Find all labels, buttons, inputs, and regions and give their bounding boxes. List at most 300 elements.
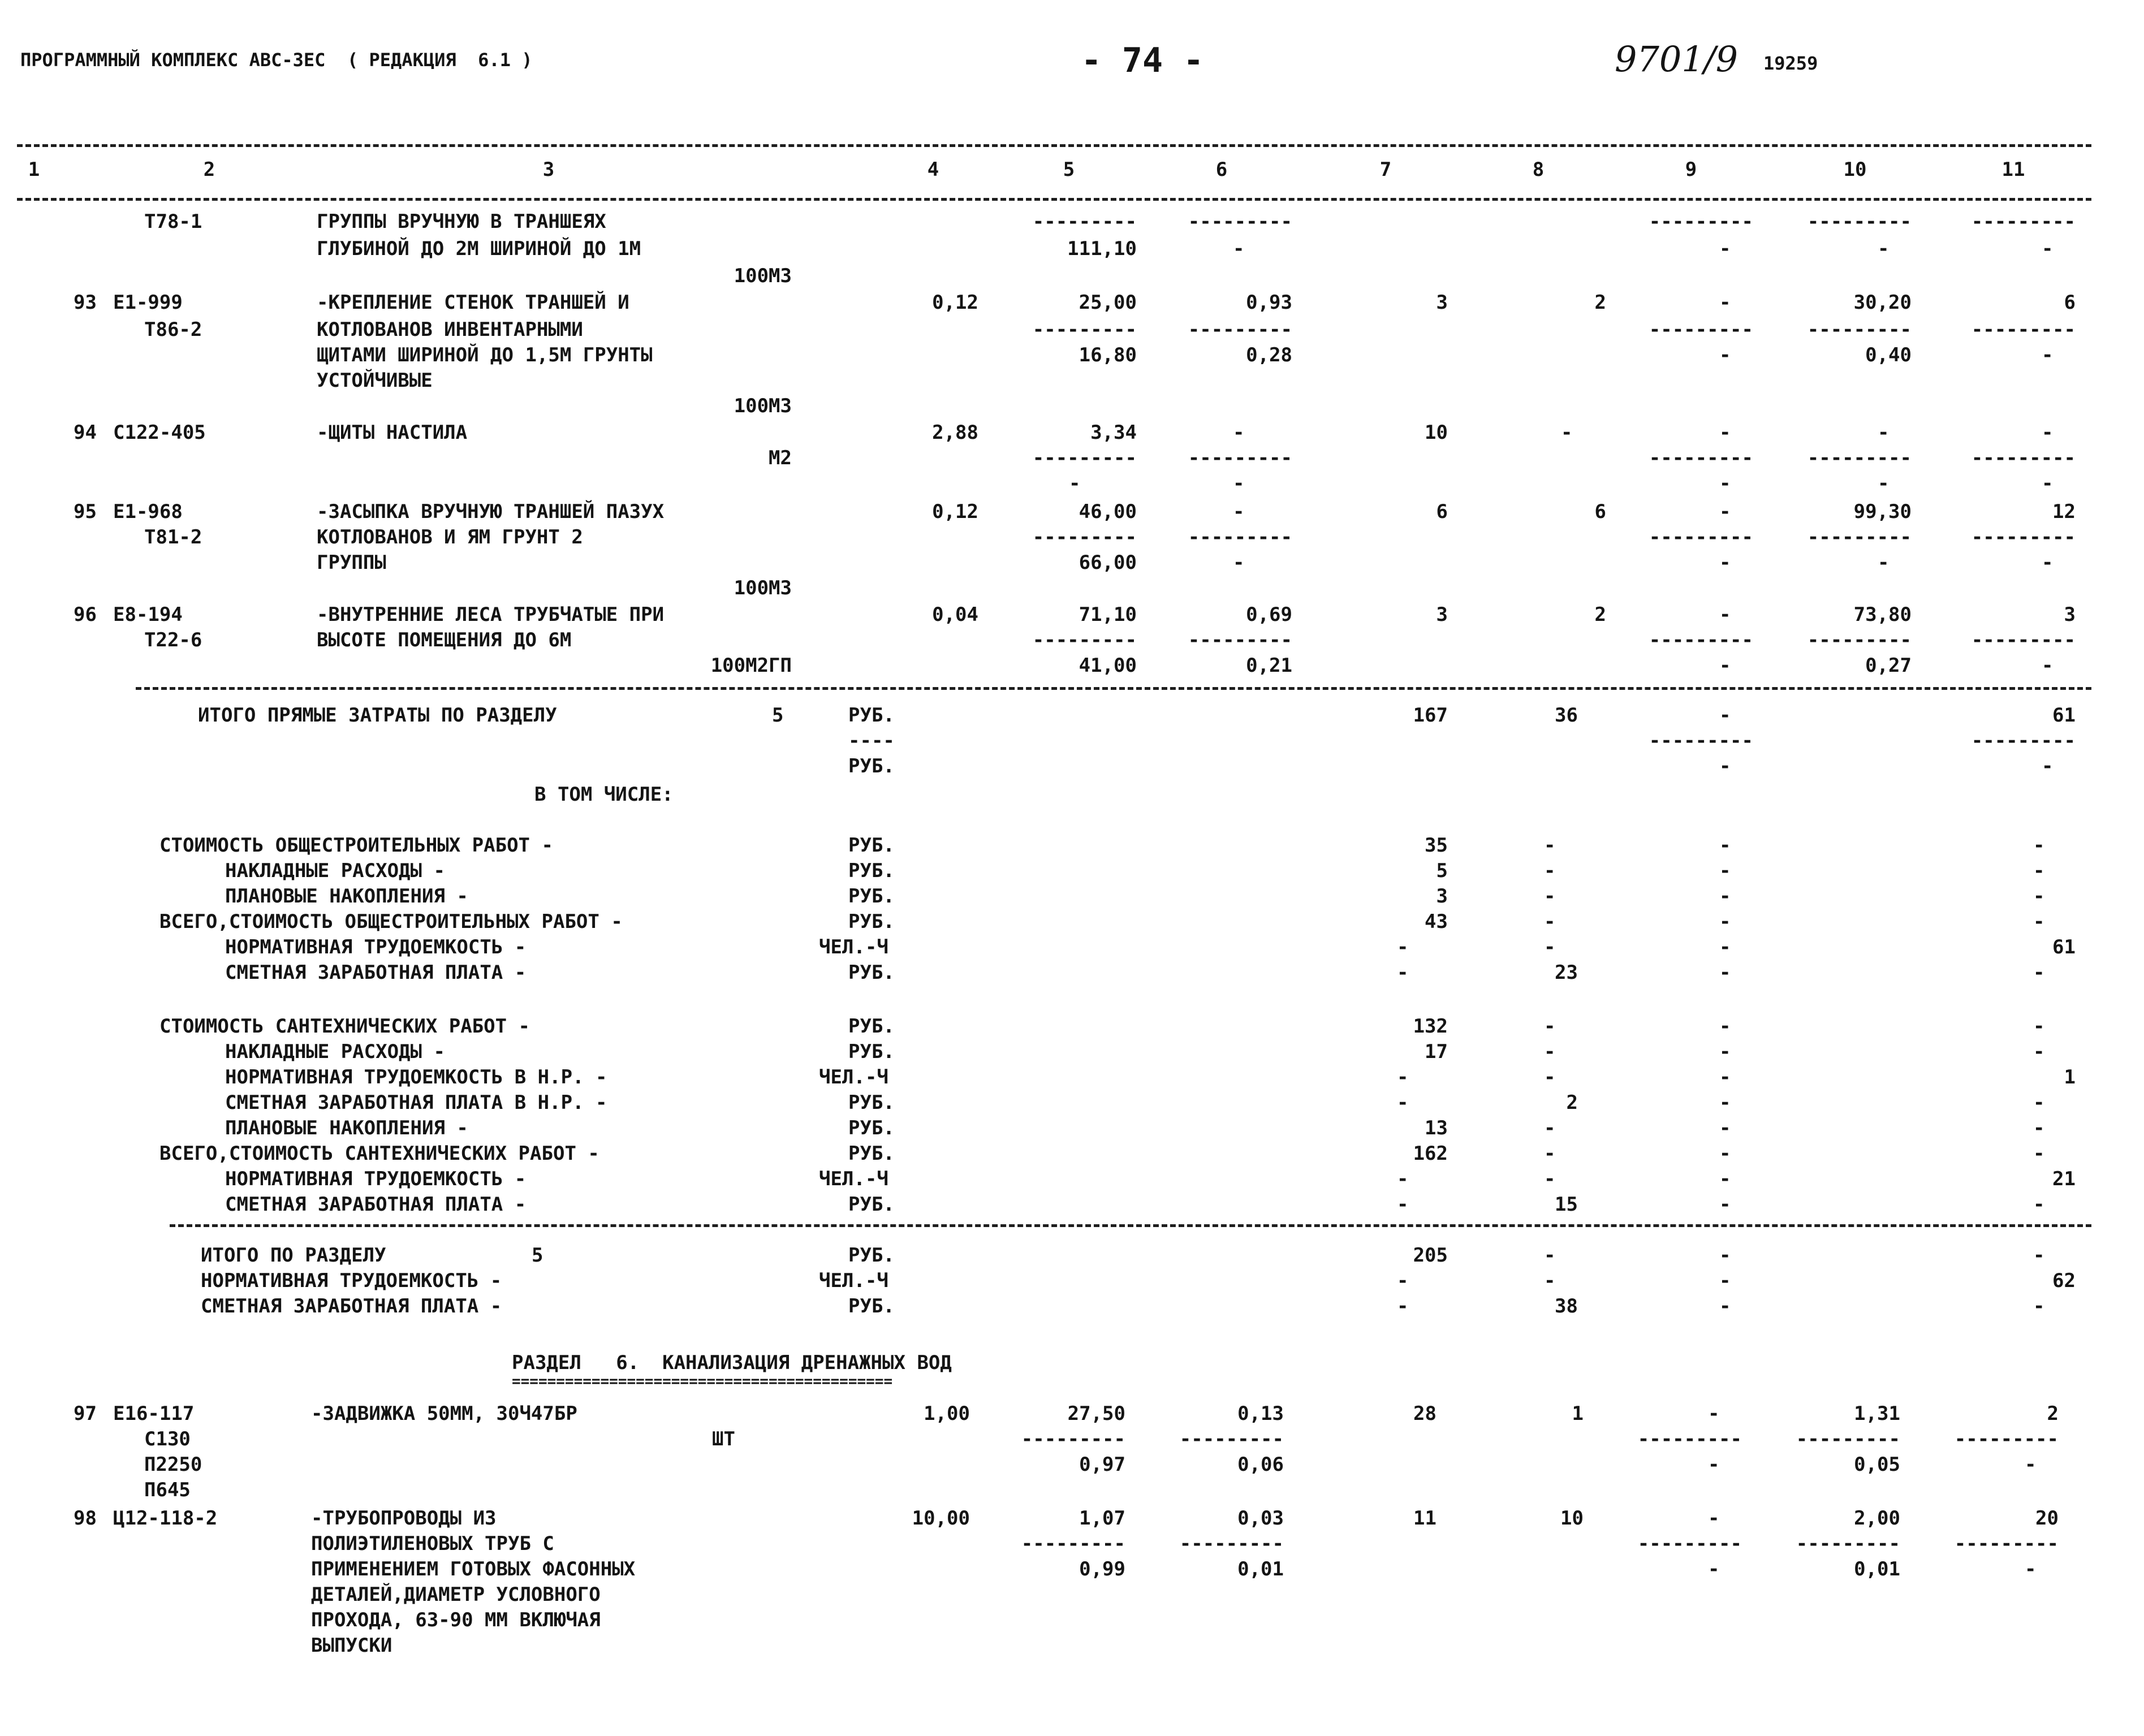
cell-dash: - (1397, 936, 1409, 958)
cell-value: 15 (1555, 1193, 1578, 1216)
cell-dashes: --------- (1179, 1532, 1284, 1555)
section-number: 5 (532, 1244, 543, 1267)
cell-dash: - (1544, 1168, 1556, 1190)
cell-value: 3 (2064, 603, 2076, 626)
cell-value: 30,20 (1853, 291, 1912, 314)
header-bottom-rule (17, 198, 2091, 201)
section-total-label: ИТОГО ПРЯМЫЕ ЗАТРАТЫ ПО РАЗДЕЛУ (198, 704, 557, 727)
row-code-secondary: Т81-2 (144, 526, 202, 549)
row-description-line: ПОЛИЭТИЛЕНОВЫХ ТРУБ С (311, 1532, 554, 1555)
cell-value: 62 (2052, 1269, 2076, 1292)
cell-dash: - (1719, 936, 1731, 958)
cell-dash: - (1719, 500, 1731, 523)
cell-dash: - (1719, 834, 1731, 857)
unit-label: РУБ. (848, 961, 895, 984)
row-code: Ц12-118-2 (113, 1507, 218, 1530)
breakdown-label: СТОИМОСТЬ САНТЕХНИЧЕСКИХ РАБОТ - (159, 1015, 530, 1038)
unit-label: ЧЕЛ.-Ч (819, 1168, 888, 1190)
cell-dash: - (1561, 421, 1573, 444)
cell-dash: - (1719, 910, 1731, 933)
cell-quantity: 10,00 (912, 1507, 970, 1530)
breakdown-label: НОРМАТИВНАЯ ТРУДОЕМКОСТЬ В Н.Р. - (225, 1066, 607, 1089)
cell-dash: - (2033, 1091, 2045, 1114)
row-unit: ШТ (712, 1428, 735, 1450)
unit-label: РУБ. (848, 860, 895, 882)
cell-value: 0,97 (1079, 1453, 1125, 1476)
row-description-line: УСТОЙЧИВЫЕ (317, 369, 433, 392)
row-description-line: -ЗАДВИЖКА 50ММ, 30Ч47БР (311, 1402, 577, 1425)
cell-dashes: --------- (1954, 1428, 2059, 1450)
cell-dash: - (1708, 1558, 1720, 1580)
cell-value: 0,13 (1237, 1402, 1284, 1425)
cell-value: 0,01 (1854, 1558, 1900, 1580)
cell-value: 3 (1436, 291, 1448, 314)
cell-dash: - (2033, 1117, 2045, 1139)
row-number: 94 (74, 421, 97, 444)
cell-dashes: --------- (1188, 318, 1292, 341)
cell-value: 0,99 (1079, 1558, 1125, 1580)
totals-label: ИТОГО ПО РАЗДЕЛУ (201, 1244, 386, 1267)
cell-dashes: --------- (1188, 526, 1292, 549)
cell-quantity: 0,12 (932, 500, 978, 523)
row-description-line: -ЗАСЫПКА ВРУЧНУЮ ТРАНШЕЙ ПАЗУХ (317, 500, 665, 523)
cell-dash: - (2033, 1040, 2045, 1063)
cell-dash: - (2033, 834, 2045, 857)
cell-dashes: --------- (1032, 318, 1137, 341)
cell-dash: - (1708, 1507, 1720, 1530)
cell-dash: - (1719, 1193, 1731, 1216)
cell-value: 205 (1413, 1244, 1448, 1267)
cell-dashes: --------- (1032, 526, 1137, 549)
cell-dash: - (1397, 1269, 1409, 1292)
cell-dash: - (2033, 961, 2045, 984)
row-description-line: ГРУППЫ ВРУЧНУЮ В ТРАНШЕЯХ (317, 210, 606, 233)
cell-dashes: --------- (1032, 447, 1137, 469)
unit-label: РУБ. (848, 910, 895, 933)
cell-value: 162 (1413, 1142, 1448, 1165)
row-code: Е16-117 (113, 1402, 195, 1425)
cell-value: 3 (1436, 603, 1448, 626)
cell-dash: - (1233, 421, 1245, 444)
program-header: ПРОГРАММНЫЙ КОМПЛЕКС АВС-3ЕС ( РЕДАКЦИЯ 6.1 ) (20, 49, 533, 71)
cell-dash: - (2033, 860, 2045, 882)
unit-label: РУБ. (848, 1117, 895, 1139)
row-description-line: -КРЕПЛЕНИЕ СТЕНОК ТРАНШЕЙ И (317, 291, 629, 314)
cell-value: 66,00 (1079, 551, 1137, 574)
cell-value: 2 (1594, 603, 1606, 626)
cell-dash: - (1719, 603, 1731, 626)
cell-dash: - (2042, 654, 2054, 677)
totals-rule (170, 1224, 2091, 1227)
cell-dash: - (1397, 1193, 1409, 1216)
cell-value: 6 (2064, 291, 2076, 314)
cell-dash: - (2033, 1142, 2045, 1165)
cell-dash: - (1544, 1015, 1556, 1038)
row-number: 98 (74, 1507, 97, 1530)
unit-label: ЧЕЛ.-Ч (819, 1066, 888, 1089)
cell-dashes: --------- (1807, 526, 1912, 549)
breakdown-label: ПЛАНОВЫЕ НАКОПЛЕНИЯ - (225, 885, 468, 908)
row-description-line: -ВНУТРЕННИЕ ЛЕСА ТРУБЧАТЫЕ ПРИ (317, 603, 665, 626)
cell-dash: - (1719, 344, 1731, 366)
cell-dash: - (1719, 291, 1731, 314)
cell-dash: - (1719, 421, 1731, 444)
document-subnumber: 19259 (1763, 53, 1818, 74)
cell-value: 5 (1436, 860, 1448, 882)
cell-value: 10 (1560, 1507, 1584, 1530)
cell-dash: - (2025, 1453, 2037, 1476)
cell-dash: - (2033, 1295, 2045, 1318)
unit-label: РУБ. (848, 1091, 895, 1114)
cell-dash: - (1719, 704, 1731, 727)
breakdown-label: СМЕТНАЯ ЗАРАБОТНАЯ ПЛАТА - (225, 961, 527, 984)
cell-value: 61 (2052, 704, 2076, 727)
cell-dashes: --------- (1971, 629, 2076, 651)
breakdown-label: НАКЛАДНЫЕ РАСХОДЫ - (225, 1040, 445, 1063)
cell-value: 2 (1594, 291, 1606, 314)
col-header: 8 (1532, 158, 1545, 181)
row-number: 93 (74, 291, 97, 314)
cell-dash: - (1397, 1066, 1409, 1089)
cell-dash: - (1544, 1117, 1556, 1139)
row-unit: 100М2ГП (710, 654, 792, 677)
including-label: В ТОМ ЧИСЛЕ: (534, 783, 674, 806)
cell-dash: - (1719, 1295, 1731, 1318)
cell-dash: - (1544, 1142, 1556, 1165)
cell-dash: - (1719, 551, 1731, 574)
breakdown-label: ПЛАНОВЫЕ НАКОПЛЕНИЯ - (225, 1117, 468, 1139)
unit-label: РУБ. (848, 885, 895, 908)
cell-dash: - (1719, 1091, 1731, 1114)
cell-dash: - (1397, 1091, 1409, 1114)
cell-value: 0,01 (1237, 1558, 1284, 1580)
cell-value: 0,06 (1237, 1453, 1284, 1476)
totals-label: НОРМАТИВНАЯ ТРУДОЕМКОСТЬ - (201, 1269, 502, 1292)
cell-dash: - (1719, 1117, 1731, 1139)
cell-dash: - (1397, 1168, 1409, 1190)
cell-dash: - (1878, 472, 1890, 495)
unit-label: РУБ. (848, 1015, 895, 1038)
row-code-secondary: Т22-6 (144, 629, 202, 651)
breakdown-label: СМЕТНАЯ ЗАРАБОТНАЯ ПЛАТА - (225, 1193, 527, 1216)
row-code-secondary: П645 (144, 1479, 191, 1501)
cell-dash: - (1719, 885, 1731, 908)
row-code-secondary: С130 (144, 1428, 191, 1450)
cell-value: 38 (1555, 1295, 1578, 1318)
row-description-line: КОТЛОВАНОВ И ЯМ ГРУНТ 2 (317, 526, 583, 549)
cell-quantity: 1,00 (924, 1402, 970, 1425)
document-number: 9701/9 (1615, 38, 1739, 80)
cell-dash: - (1544, 834, 1556, 857)
cell-dashes: --------- (1032, 629, 1137, 651)
cell-dashes: --------- (1637, 1532, 1742, 1555)
cell-dash: - (1397, 961, 1409, 984)
cell-dash: - (1719, 1142, 1731, 1165)
cell-dashes: --------- (1971, 318, 2076, 341)
cell-dash: - (2033, 910, 2045, 933)
row-description-line: -ТРУБОПРОВОДЫ ИЗ (311, 1507, 497, 1530)
cell-dash: - (1544, 936, 1556, 958)
row-description-line: ДЕТАЛЕЙ,ДИАМЕТР УСЛОВНОГО (311, 1583, 601, 1606)
cell-dash: - (1544, 885, 1556, 908)
unit-label: РУБ. (848, 1193, 895, 1216)
cell-dash: - (1397, 1295, 1409, 1318)
row-code-secondary: П2250 (144, 1453, 202, 1476)
cell-dashes: --------- (1021, 1532, 1125, 1555)
cell-value: 0,05 (1854, 1453, 1900, 1476)
breakdown-label: НОРМАТИВНАЯ ТРУДОЕМКОСТЬ - (225, 1168, 527, 1190)
cell-dash: - (1719, 755, 1731, 778)
cell-dash: - (1719, 1066, 1731, 1089)
cell-value: 35 (1425, 834, 1448, 857)
breakdown-label: ВСЕГО,СТОИМОСТЬ ОБЩЕСТРОИТЕЛЬНЫХ РАБОТ - (159, 910, 623, 933)
cell-dashes: --------- (1971, 526, 2076, 549)
cell-dash: - (1878, 237, 1890, 260)
cell-value: 2 (1566, 1091, 1578, 1114)
cell-value: 111,10 (1067, 237, 1137, 260)
cell-value: 0,27 (1865, 654, 1912, 677)
row-description-line: ГРУППЫ (317, 551, 386, 574)
cell-dash: - (1719, 1040, 1731, 1063)
cell-dash: - (2033, 1244, 2045, 1267)
section-number: 5 (772, 704, 784, 727)
cell-value: 27,50 (1067, 1402, 1125, 1425)
cell-dash: - (1708, 1402, 1720, 1425)
cell-dashes: --------- (1188, 447, 1292, 469)
col-header: 3 (542, 158, 555, 181)
cell-dashes: --------- (1649, 447, 1753, 469)
cell-value: 1 (2064, 1066, 2076, 1089)
table-top-rule (17, 144, 2091, 147)
cell-value: 43 (1425, 910, 1448, 933)
breakdown-label: ВСЕГО,СТОИМОСТЬ САНТЕХНИЧЕСКИХ РАБОТ - (159, 1142, 599, 1165)
col-header: 1 (28, 158, 40, 181)
page-number: - 74 - (1081, 41, 1204, 80)
cell-dash: - (1544, 1040, 1556, 1063)
cell-dashes: --------- (1971, 447, 2076, 469)
cell-quantity: 0,04 (932, 603, 978, 626)
cell-value: 132 (1413, 1015, 1448, 1038)
unit-label: ЧЕЛ.-Ч (819, 936, 888, 958)
cell-dash: - (1719, 472, 1731, 495)
breakdown-label: СМЕТНАЯ ЗАРАБОТНАЯ ПЛАТА В Н.Р. - (225, 1091, 607, 1114)
breakdown-label: НАКЛАДНЫЕ РАСХОДЫ - (225, 860, 445, 882)
col-header: 11 (2001, 158, 2025, 181)
row-description-line: ВЫСОТЕ ПОМЕЩЕНИЯ ДО 6М (317, 629, 572, 651)
cell-value: 0,93 (1246, 291, 1292, 314)
row-description-line: -ЩИТЫ НАСТИЛА (317, 421, 468, 444)
col-header: 4 (927, 158, 939, 181)
cell-value: 10 (1425, 421, 1448, 444)
cell-dash: - (1233, 472, 1245, 495)
col-header: 5 (1063, 158, 1075, 181)
cell-value: 41,00 (1079, 654, 1137, 677)
unit-label: РУБ. (848, 1244, 895, 1267)
section-title: РАЗДЕЛ 6. КАНАЛИЗАЦИЯ ДРЕНАЖНЫХ ВОД (512, 1351, 952, 1374)
breakdown-label: НОРМАТИВНАЯ ТРУДОЕМКОСТЬ - (225, 936, 527, 958)
col-header: 2 (203, 158, 215, 181)
cell-dash: - (1233, 237, 1245, 260)
row-description-line: ПРОХОДА, 63-90 ММ ВКЛЮЧАЯ (311, 1609, 601, 1631)
cell-dashes: --------- (1649, 526, 1753, 549)
cell-dash: - (2033, 1193, 2045, 1216)
cell-dash: - (2025, 1558, 2037, 1580)
cell-dash: - (2042, 421, 2054, 444)
cell-dash: - (1544, 1269, 1556, 1292)
row-unit: 100М3 (734, 577, 792, 599)
cell-dashes: --------- (1649, 629, 1753, 651)
section-title-underline: =========================================== (512, 1373, 893, 1390)
cell-dash: - (1878, 551, 1890, 574)
cell-dash: - (1719, 961, 1731, 984)
cell-value: 71,10 (1079, 603, 1137, 626)
cell-dash: - (1544, 1066, 1556, 1089)
row-description-line: ЩИТАМИ ШИРИНОЙ ДО 1,5М ГРУНТЫ (317, 344, 653, 366)
row-number: 95 (74, 500, 97, 523)
cell-dashes: --------- (1796, 1532, 1900, 1555)
cell-dash: - (1069, 472, 1081, 495)
cell-value: 20 (2035, 1507, 2059, 1530)
cell-dash: - (2042, 551, 2054, 574)
cell-dash: - (1233, 500, 1245, 523)
col-header: 9 (1685, 158, 1697, 181)
cell-value: 99,30 (1853, 500, 1912, 523)
section-total-rule (136, 687, 2091, 690)
cell-value: 3,34 (1090, 421, 1137, 444)
row-code-secondary: Т78-1 (144, 210, 202, 233)
unit-dashes: ---- (848, 729, 895, 752)
unit-label: РУБ. (848, 1295, 895, 1318)
unit-label: РУБ. (848, 755, 895, 778)
cell-dashes: --------- (1188, 629, 1292, 651)
cell-dashes: --------- (1649, 210, 1753, 233)
totals-label: СМЕТНАЯ ЗАРАБОТНАЯ ПЛАТА - (201, 1295, 502, 1318)
unit-label: РУБ. (848, 834, 895, 857)
cell-dash: - (1719, 237, 1731, 260)
row-code: Е1-968 (113, 500, 183, 523)
cell-dash: - (1719, 860, 1731, 882)
cell-dashes: --------- (1807, 629, 1912, 651)
cell-dash: - (1233, 551, 1245, 574)
row-code-secondary: Т86-2 (144, 318, 202, 341)
cell-value: 46,00 (1079, 500, 1137, 523)
cell-value: 61 (2052, 936, 2076, 958)
cell-value: 0,69 (1246, 603, 1292, 626)
cell-dash: - (2042, 755, 2054, 778)
cell-value: 12 (2052, 500, 2076, 523)
unit-label: РУБ. (848, 1040, 895, 1063)
cell-dash: - (2042, 472, 2054, 495)
cell-value: 2 (2047, 1402, 2059, 1425)
cell-dashes: --------- (1807, 447, 1912, 469)
cell-value: 25,00 (1079, 291, 1137, 314)
cell-value: 6 (1594, 500, 1606, 523)
col-header: 10 (1843, 158, 1867, 181)
unit-label: РУБ. (848, 1142, 895, 1165)
cell-value: 1,31 (1854, 1402, 1900, 1425)
cell-value: 1,07 (1079, 1507, 1125, 1530)
cell-dashes: --------- (1796, 1428, 1900, 1450)
cell-value: 6 (1436, 500, 1448, 523)
row-description-line: КОТЛОВАНОВ ИНВЕНТАРНЫМИ (317, 318, 583, 341)
cell-dashes: --------- (1649, 318, 1753, 341)
cell-dashes: --------- (1021, 1428, 1125, 1450)
cell-dash: - (1719, 1269, 1731, 1292)
breakdown-label: СТОИМОСТЬ ОБЩЕСТРОИТЕЛЬНЫХ РАБОТ - (159, 834, 553, 857)
row-unit: 100М3 (734, 265, 792, 287)
cell-value: 21 (2052, 1168, 2076, 1190)
row-description-line: ПРИМЕНЕНИЕМ ГОТОВЫХ ФАСОННЫХ (311, 1558, 636, 1580)
cell-dash: - (1719, 1168, 1731, 1190)
cell-value: 23 (1555, 961, 1578, 984)
row-code: Е8-194 (113, 603, 183, 626)
cell-dash: - (2042, 344, 2054, 366)
cell-dash: - (1719, 654, 1731, 677)
cell-dashes: --------- (1637, 1428, 1742, 1450)
unit-label: ЧЕЛ.-Ч (819, 1269, 888, 1292)
cell-value: 0,03 (1237, 1507, 1284, 1530)
cell-dashes: --------- (1971, 210, 2076, 233)
cell-quantity: 0,12 (932, 291, 978, 314)
cell-dashes: --------- (1807, 318, 1912, 341)
cell-dash: - (1878, 421, 1890, 444)
unit-label: РУБ. (848, 704, 895, 727)
cell-value: 73,80 (1853, 603, 1912, 626)
cell-value: 13 (1425, 1117, 1448, 1139)
row-code: Е1-999 (113, 291, 183, 314)
cell-value: 36 (1555, 704, 1578, 727)
cell-value: 1 (1572, 1402, 1584, 1425)
col-header: 6 (1215, 158, 1228, 181)
cell-value: 0,40 (1865, 344, 1912, 366)
cell-dash: - (2033, 1015, 2045, 1038)
cell-dashes: --------- (1971, 729, 2076, 752)
row-number: 96 (74, 603, 97, 626)
row-number: 97 (74, 1402, 97, 1425)
cell-value: 11 (1413, 1507, 1436, 1530)
cell-value: 17 (1425, 1040, 1448, 1063)
cell-dashes: --------- (1032, 210, 1137, 233)
cell-dash: - (1544, 910, 1556, 933)
cell-quantity: 2,88 (932, 421, 978, 444)
cell-dashes: --------- (1807, 210, 1912, 233)
cell-dashes: --------- (1188, 210, 1292, 233)
cell-value: 0,21 (1246, 654, 1292, 677)
cell-dash: - (2033, 885, 2045, 908)
cell-dashes: --------- (1649, 729, 1753, 752)
cell-value: 167 (1413, 704, 1448, 727)
row-code: С122-405 (113, 421, 206, 444)
row-unit: М2 (769, 447, 792, 469)
row-description-line: ГЛУБИНОЙ ДО 2М ШИРИНОЙ ДО 1М (317, 237, 641, 260)
cell-value: 16,80 (1079, 344, 1137, 366)
cell-value: 0,28 (1246, 344, 1292, 366)
cell-dashes: --------- (1954, 1532, 2059, 1555)
cell-dash: - (1544, 860, 1556, 882)
cell-dash: - (2042, 237, 2054, 260)
cell-dash: - (1544, 1244, 1556, 1267)
row-unit: 100М3 (734, 395, 792, 417)
cell-value: 2,00 (1854, 1507, 1900, 1530)
row-description-line: ВЫПУСКИ (311, 1634, 392, 1657)
cell-dashes: --------- (1179, 1428, 1284, 1450)
cell-dash: - (1719, 1244, 1731, 1267)
cell-dash: - (1708, 1453, 1720, 1476)
cell-value: 28 (1413, 1402, 1436, 1425)
cell-dash: - (1719, 1015, 1731, 1038)
col-header: 7 (1379, 158, 1392, 181)
cell-value: 3 (1436, 885, 1448, 908)
